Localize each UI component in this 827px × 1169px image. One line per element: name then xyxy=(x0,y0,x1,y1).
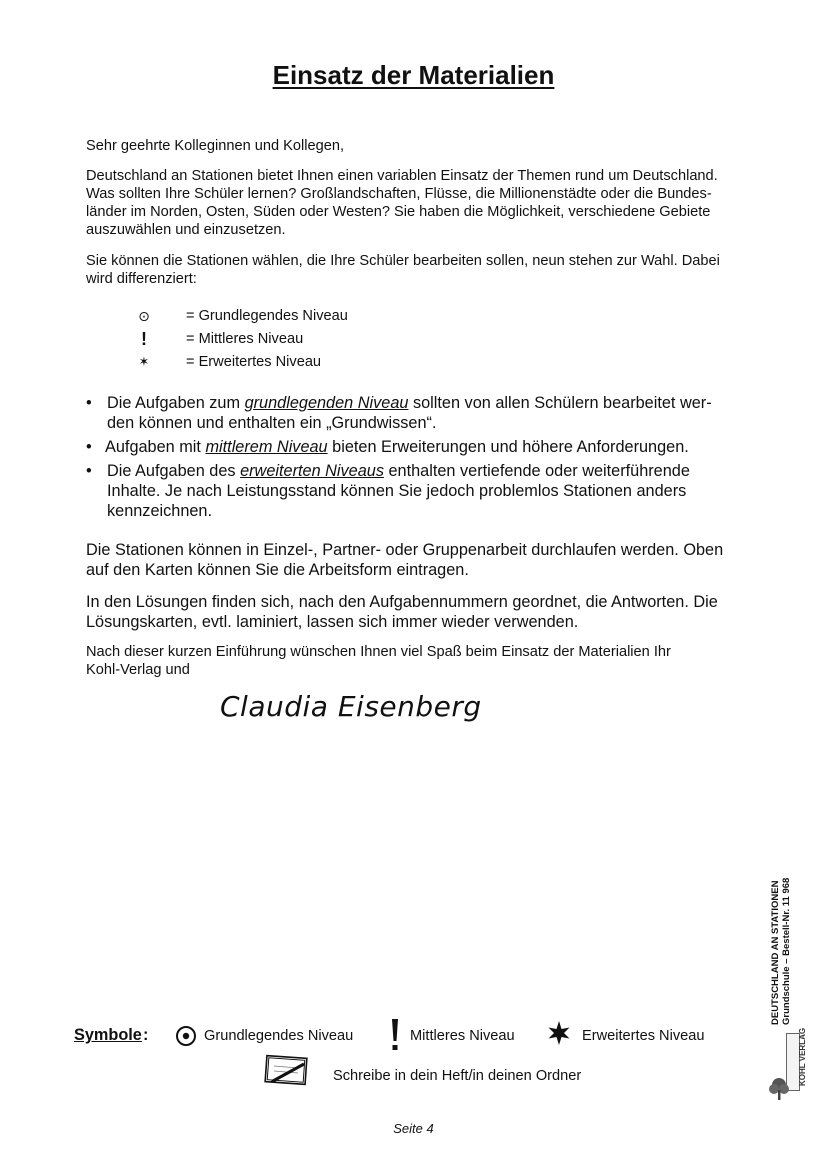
level-label: = Erweitertes Niveau xyxy=(186,354,322,370)
solutions-line: Lösungskarten, evtl. laminiert, lassen sich immer wieder verwenden. xyxy=(86,613,579,631)
tree-icon xyxy=(768,1076,790,1107)
work-forms-line: auf den Karten können Sie die Arbeitsform eintragen. xyxy=(86,561,469,579)
exclamation-icon: ! xyxy=(141,329,147,349)
stations-line: wird differenziert: xyxy=(86,271,197,287)
symbols-legend xyxy=(74,1025,734,1047)
notebook-icon xyxy=(264,1054,310,1091)
symbols-colon: : xyxy=(143,1026,149,1044)
level-label: = Grundlegendes Niveau xyxy=(186,308,348,324)
star-icon: ✶ xyxy=(138,354,150,369)
symbols-label: Symbole xyxy=(74,1026,142,1044)
bullet-text: den können und enthalten ein „Grundwissen“. xyxy=(107,414,437,432)
emphasis-basic: grundlegenden Niveau xyxy=(244,394,409,412)
exclamation-icon xyxy=(389,1017,401,1059)
bullet-text: bieten Erweiterungen und höhere Anforderungen. xyxy=(327,438,689,456)
bullet-text: kennzeichnen. xyxy=(107,502,213,520)
star-icon xyxy=(547,1020,571,1052)
bullet-text: Inhalte. Je nach Leistungsstand können Sie jedoch problemlos Stationen anders xyxy=(107,482,687,500)
work-forms-paragraph xyxy=(86,540,723,580)
intro-line: länder im Norden, Osten, Süden oder Westen? Sie haben die Möglichkeit, verschiedene Gebiete xyxy=(86,204,711,220)
solutions-line: In den Lösungen finden sich, nach den Aufgabennummern geordnet, die Antworten. Die xyxy=(86,593,718,611)
intro-line: Deutschland an Stationen bietet Ihnen einen variablen Einsatz der Themen rund um Deutschland. xyxy=(86,168,718,184)
closing-line: Nach dieser kurzen Einführung wünschen Ihnen viel Spaß beim Einsatz der Materialien Ihr xyxy=(86,644,671,660)
target-icon xyxy=(175,1025,197,1053)
closing-paragraph xyxy=(86,643,671,679)
sidebar-product-info xyxy=(770,855,792,1025)
publisher-name: KOHL VERLAG xyxy=(798,1027,807,1086)
bullet-text: Aufgaben mit xyxy=(105,438,206,456)
sidebar-line: DEUTSCHLAND AN STATIONEN xyxy=(770,880,781,1025)
closing-line: Kohl-Verlag und xyxy=(86,662,190,678)
bullet-text: Die Aufgaben des xyxy=(107,462,241,480)
emphasis-medium: mittlerem Niveau xyxy=(205,438,328,456)
intro-paragraph xyxy=(86,167,718,239)
greeting: Sehr geehrte Kolleginnen und Kollegen, xyxy=(86,138,345,154)
stations-paragraph xyxy=(86,252,720,288)
bullet-advanced: • Die Aufgaben des erweiterten Niveaus enthalten vertiefende oder weiterführende Inhalte. Je nach Leistungsstand können Sie jedoch problemlos Stationen anders kennzeichnen. xyxy=(86,461,741,521)
legend-advanced-label: Erweitertes Niveau xyxy=(582,1028,705,1044)
level-label: = Mittleres Niveau xyxy=(186,331,304,347)
intro-line: auszuwählen und einzusetzen. xyxy=(86,222,286,238)
emphasis-advanced: erweiterten Niveaus xyxy=(240,462,384,480)
legend-basic-label: Grundlegendes Niveau xyxy=(204,1028,354,1044)
sidebar-line: Grundschule – Bestell-Nr. 11 968 xyxy=(781,877,792,1025)
bullet-text: enthalten vertiefende oder weiterführende xyxy=(383,462,690,480)
bullet-text: sollten von allen Schülern bearbeitet wer- xyxy=(408,394,712,412)
bullet-basic: • Die Aufgaben zum grundlegenden Niveau sollten von allen Schülern bearbeitet wer- den können und enthalten ein „Grundwissen“. xyxy=(86,393,741,433)
page-number: Seite 4 xyxy=(393,1121,434,1136)
stations-line: Sie können die Stationen wählen, die Ihre Schüler bearbeiten sollen, neun stehen zur Wahl. Dabei xyxy=(86,253,720,269)
legend-medium-label: Mittleres Niveau xyxy=(410,1028,515,1044)
work-forms-line: Die Stationen können in Einzel-, Partner- oder Gruppenarbeit durchlaufen werden. Oben xyxy=(86,541,724,559)
notebook-label: Schreibe in dein Heft/in deinen Ordner xyxy=(333,1068,582,1084)
signature: Claudia Eisenberg xyxy=(220,690,482,723)
solutions-paragraph xyxy=(86,592,718,632)
page-title: Einsatz der Materialien xyxy=(272,60,555,90)
bullet-text: Die Aufgaben zum xyxy=(107,394,245,412)
bullet-medium: • Aufgaben mit mittlerem Niveau bieten Erweiterungen und höhere Anforderungen. xyxy=(86,438,689,456)
target-icon: ⊙ xyxy=(138,308,150,324)
intro-line: Was sollten Ihre Schüler lernen? Großlandschaften, Flüsse, die Millionenstädte oder die Bundes- xyxy=(86,186,712,202)
